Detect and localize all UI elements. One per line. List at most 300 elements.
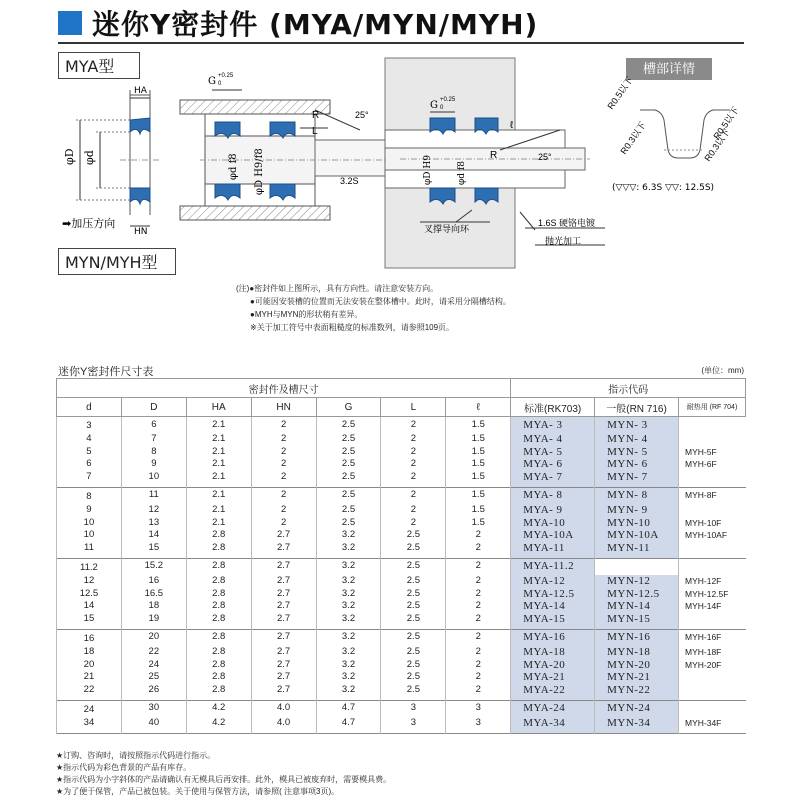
support-ring-label: 叉撑导向环 bbox=[424, 224, 470, 234]
table-cell: 11 bbox=[121, 487, 186, 503]
column-header: HN bbox=[251, 398, 316, 417]
table-cell: 1.5 bbox=[446, 433, 511, 446]
table-cell: 2 bbox=[446, 529, 511, 542]
table-cell: 3 bbox=[446, 717, 511, 733]
table-cell: MYA- 4 bbox=[511, 433, 595, 446]
table-cell: 3.2 bbox=[316, 613, 381, 629]
phi-d-f8-label: φd f8 bbox=[228, 153, 239, 180]
table-cell: 2 bbox=[251, 487, 316, 503]
table-cell: 6 bbox=[121, 417, 186, 433]
table-cell: 16 bbox=[121, 575, 186, 588]
table-cell: 2.1 bbox=[186, 417, 251, 433]
table-cell: MYA-14 bbox=[511, 600, 595, 613]
table-cell: 2.1 bbox=[186, 487, 251, 503]
table-cell: 2.5 bbox=[381, 529, 446, 542]
table-cell: MYA- 7 bbox=[511, 471, 595, 487]
table-cell: 2.5 bbox=[381, 684, 446, 700]
table-cell: 12.5 bbox=[57, 588, 122, 601]
table-cell: 3.2 bbox=[316, 671, 381, 684]
phi-d-label: φd bbox=[83, 150, 96, 165]
table-row bbox=[57, 558, 746, 574]
table-cell: MYN- 8 bbox=[595, 487, 679, 503]
table-row bbox=[57, 529, 746, 542]
ell-label: ℓ bbox=[510, 120, 514, 131]
table-cell: 3 bbox=[381, 700, 446, 716]
table-cell: 2 bbox=[446, 588, 511, 601]
table-cell bbox=[595, 558, 679, 574]
table-cell: MYH-5F bbox=[679, 446, 746, 459]
table-cell: MYN-24 bbox=[595, 700, 679, 716]
table-cell: 7 bbox=[57, 471, 122, 487]
myn-myh-type-label: MYN/MYH型 bbox=[58, 248, 176, 275]
code-group-header: 指示代码 bbox=[511, 379, 746, 398]
table-cell: 2.8 bbox=[186, 646, 251, 659]
table-cell bbox=[679, 671, 746, 684]
table-cell: MYN-14 bbox=[595, 600, 679, 613]
column-header: ℓ bbox=[446, 398, 511, 417]
table-cell: 2.7 bbox=[251, 613, 316, 629]
page-title: 迷你Y密封件 (MYA/MYN/MYH) bbox=[92, 8, 539, 41]
table-cell: 4.7 bbox=[316, 717, 381, 733]
table-cell: 2.8 bbox=[186, 575, 251, 588]
table-row bbox=[57, 504, 746, 517]
table-cell: 2.5 bbox=[316, 446, 381, 459]
table-cell: 2.5 bbox=[381, 542, 446, 558]
table-cell: 4.0 bbox=[251, 700, 316, 716]
table-cell: 2.7 bbox=[251, 588, 316, 601]
surface-finish-label: (▽▽▽: 6.3S ▽▽: 12.5S) bbox=[612, 183, 715, 193]
table-cell: MYH-6F bbox=[679, 458, 746, 471]
table-cell: 2 bbox=[251, 433, 316, 446]
column-header: 一般(RN 716) bbox=[595, 398, 679, 417]
table-cell: 2.5 bbox=[381, 558, 446, 574]
table-cell: 2 bbox=[381, 471, 446, 487]
table-cell: 2.5 bbox=[381, 613, 446, 629]
table-cell: 5 bbox=[57, 446, 122, 459]
r03-a-label: R0.3以下 bbox=[618, 120, 648, 157]
table-cell bbox=[679, 433, 746, 446]
table-cell: 20 bbox=[57, 659, 122, 672]
table-row bbox=[57, 517, 746, 530]
column-header: G bbox=[316, 398, 381, 417]
table-cell: 2.5 bbox=[316, 517, 381, 530]
table-cell: 2 bbox=[446, 542, 511, 558]
table-cell: 2.7 bbox=[251, 659, 316, 672]
mya-type-label: MYA型 bbox=[58, 52, 140, 79]
table-cell: 2.5 bbox=[381, 575, 446, 588]
table-cell: 34 bbox=[57, 717, 122, 733]
table-cell: 9 bbox=[57, 504, 122, 517]
table-cell: 3 bbox=[57, 417, 122, 433]
phi-d-f8-right-label: φd f8 bbox=[457, 161, 467, 185]
table-cell: 1.5 bbox=[446, 417, 511, 433]
table-cell: MYH-10F bbox=[679, 517, 746, 530]
table-cell: 4.7 bbox=[316, 700, 381, 716]
table-cell: 2 bbox=[446, 558, 511, 574]
table-cell: 2.8 bbox=[186, 613, 251, 629]
g-label-mid: G bbox=[208, 76, 216, 87]
table-cell: 15.2 bbox=[121, 558, 186, 574]
table-cell: MYN- 5 bbox=[595, 446, 679, 459]
table-cell: 9 bbox=[121, 458, 186, 471]
table-cell: 2.7 bbox=[251, 684, 316, 700]
table-cell: 2.1 bbox=[186, 433, 251, 446]
table-cell: MYA-10 bbox=[511, 517, 595, 530]
table-unit: (单位：mm) bbox=[701, 366, 744, 375]
table-cell: 2.5 bbox=[316, 458, 381, 471]
g-tol-zero-mid: 0 bbox=[218, 81, 222, 87]
table-cell: 2.7 bbox=[251, 529, 316, 542]
table-row bbox=[57, 588, 746, 601]
table-row bbox=[57, 433, 746, 446]
column-header: d bbox=[57, 398, 122, 417]
footer-line: ★指示代码为彩色背景的产品有库存。 bbox=[56, 763, 192, 772]
table-cell: 1.5 bbox=[446, 471, 511, 487]
table-cell: 4.0 bbox=[251, 717, 316, 733]
table-cell: MYA- 3 bbox=[511, 417, 595, 433]
table-cell: MYA-10A bbox=[511, 529, 595, 542]
angle-label-right: 25° bbox=[538, 152, 552, 162]
column-header: 标准(RK703) bbox=[511, 398, 595, 417]
groove-detail-label: 槽部详情 bbox=[626, 58, 712, 80]
table-cell: 16.5 bbox=[121, 588, 186, 601]
column-header: L bbox=[381, 398, 446, 417]
table-cell: MYH-16F bbox=[679, 629, 746, 645]
table-cell bbox=[679, 684, 746, 700]
table-cell: 2 bbox=[251, 504, 316, 517]
table-row bbox=[57, 458, 746, 471]
table-cell: 2.8 bbox=[186, 659, 251, 672]
table-cell: MYA- 5 bbox=[511, 446, 595, 459]
table-cell: 2.7 bbox=[251, 629, 316, 645]
ha-label: HA bbox=[134, 86, 147, 96]
table-cell: 2 bbox=[446, 575, 511, 588]
table-cell: 2 bbox=[251, 417, 316, 433]
table-cell: 10 bbox=[57, 517, 122, 530]
table-cell: MYH-18F bbox=[679, 646, 746, 659]
table-cell: MYA-20 bbox=[511, 659, 595, 672]
table-cell: MYH-12.5F bbox=[679, 588, 746, 601]
g-label-right: G bbox=[430, 100, 438, 111]
column-header: 耐热用 (RF 704) bbox=[679, 398, 746, 417]
table-cell: 2.8 bbox=[186, 529, 251, 542]
table-cell: 2.1 bbox=[186, 517, 251, 530]
table-cell: 3.2 bbox=[316, 659, 381, 672]
table-cell: 2 bbox=[251, 458, 316, 471]
table-cell: 2 bbox=[381, 458, 446, 471]
table-cell: 2.5 bbox=[381, 646, 446, 659]
table-cell: 2 bbox=[446, 684, 511, 700]
l-label-mid: L bbox=[312, 126, 318, 137]
table-cell: MYN- 7 bbox=[595, 471, 679, 487]
table-cell: 7 bbox=[121, 433, 186, 446]
table-cell: MYN-10 bbox=[595, 517, 679, 530]
dimension-table bbox=[56, 378, 746, 734]
angle-label-mid: 25° bbox=[355, 110, 369, 120]
table-row bbox=[57, 471, 746, 487]
table-cell: 10 bbox=[57, 529, 122, 542]
table-cell: MYN-15 bbox=[595, 613, 679, 629]
table-cell: 2.5 bbox=[381, 659, 446, 672]
hard-chrome-label: 1.6S 硬铬电镀 bbox=[538, 218, 596, 228]
table-cell: 4.2 bbox=[186, 717, 251, 733]
table-cell: 2.1 bbox=[186, 504, 251, 517]
table-cell: 30 bbox=[121, 700, 186, 716]
table-cell: 8 bbox=[57, 487, 122, 503]
footer-line: ★订购、咨询时，请按照指示代码进行指示。 bbox=[56, 751, 216, 760]
table-cell bbox=[679, 613, 746, 629]
table-cell: 2.7 bbox=[251, 646, 316, 659]
table-cell: 2 bbox=[381, 504, 446, 517]
table-cell: MYN- 4 bbox=[595, 433, 679, 446]
table-cell: 2.5 bbox=[381, 671, 446, 684]
table-cell: 2 bbox=[446, 659, 511, 672]
table-cell: 2.8 bbox=[186, 600, 251, 613]
table-cell: 40 bbox=[121, 717, 186, 733]
table-cell: 3 bbox=[446, 700, 511, 716]
table-cell: 2.5 bbox=[316, 471, 381, 487]
table-cell: 2 bbox=[446, 646, 511, 659]
table-cell: 2.5 bbox=[381, 600, 446, 613]
table-cell: 13 bbox=[121, 517, 186, 530]
table-cell: MYA-22 bbox=[511, 684, 595, 700]
table-cell: 24 bbox=[57, 700, 122, 716]
table-cell: MYN-20 bbox=[595, 659, 679, 672]
phi-D-label: φD bbox=[63, 148, 76, 165]
table-cell: MYN-22 bbox=[595, 684, 679, 700]
table-row bbox=[57, 629, 746, 645]
table-cell: MYA-21 bbox=[511, 671, 595, 684]
notes bbox=[236, 282, 511, 334]
table-cell: 2.5 bbox=[381, 629, 446, 645]
table-cell: 8 bbox=[121, 446, 186, 459]
table-cell: MYA-18 bbox=[511, 646, 595, 659]
table-cell: 2 bbox=[381, 517, 446, 530]
table-cell bbox=[679, 542, 746, 558]
table-row bbox=[57, 542, 746, 558]
r05-b-label: R0.5以下 bbox=[711, 105, 741, 142]
table-cell: 4.2 bbox=[186, 700, 251, 716]
table-cell: 22 bbox=[121, 646, 186, 659]
table-cell: 3.2 bbox=[316, 684, 381, 700]
table-cell: 18 bbox=[57, 646, 122, 659]
table-cell: 3.2 bbox=[316, 529, 381, 542]
polish-label: 抛光加工 bbox=[545, 236, 582, 246]
table-cell: 22 bbox=[57, 684, 122, 700]
table-cell: 25 bbox=[121, 671, 186, 684]
table-cell: MYN-16 bbox=[595, 629, 679, 645]
table-cell: MYA-24 bbox=[511, 700, 595, 716]
phi-D-H9-label: φD H9 bbox=[423, 155, 433, 185]
table-cell: 1.5 bbox=[446, 458, 511, 471]
table-row bbox=[57, 717, 746, 733]
table-row bbox=[57, 487, 746, 503]
table-cell: 2.8 bbox=[186, 542, 251, 558]
note-line: ※关于加工符号中表面粗糙度的标准数列，请参照109页。 bbox=[250, 323, 455, 332]
table-cell: MYN-12 bbox=[595, 575, 679, 588]
table-cell: 2 bbox=[446, 600, 511, 613]
table-cell: MYH-34F bbox=[679, 717, 746, 733]
table-row bbox=[57, 575, 746, 588]
table-cell: 2.5 bbox=[316, 433, 381, 446]
table-cell: 12 bbox=[57, 575, 122, 588]
table-cell: MYN-21 bbox=[595, 671, 679, 684]
table-cell: 2 bbox=[446, 671, 511, 684]
table-cell bbox=[679, 504, 746, 517]
table-cell: 2.7 bbox=[251, 575, 316, 588]
seal-drawing bbox=[0, 0, 800, 290]
table-cell: 2.8 bbox=[186, 671, 251, 684]
table-cell: 11.2 bbox=[57, 558, 122, 574]
table-cell: 1.5 bbox=[446, 504, 511, 517]
table-cell bbox=[679, 471, 746, 487]
table-cell: MYN- 6 bbox=[595, 458, 679, 471]
table-row bbox=[57, 600, 746, 613]
table-cell: 24 bbox=[121, 659, 186, 672]
note-line: (注)●密封件如上图所示，具有方向性。请注意安装方向。 bbox=[236, 284, 439, 293]
table-cell: 2.5 bbox=[316, 504, 381, 517]
table-cell: 2 bbox=[251, 471, 316, 487]
table-cell: MYA- 6 bbox=[511, 458, 595, 471]
r03-b-label: R0.3以下 bbox=[702, 127, 732, 164]
table-cell: 2.8 bbox=[186, 629, 251, 645]
table-cell: 2 bbox=[446, 629, 511, 645]
r05-a-label: R0.5以下 bbox=[605, 75, 635, 112]
table-cell: 2 bbox=[251, 446, 316, 459]
table-cell: MYA-16 bbox=[511, 629, 595, 645]
table-cell: MYH-8F bbox=[679, 487, 746, 503]
table-cell bbox=[679, 558, 746, 574]
g-tol-plus-right: +0.25 bbox=[440, 97, 456, 103]
g-tol-zero-right: 0 bbox=[440, 105, 444, 111]
note-line: ●可能因安装槽的位置而无法安装在整体槽中。此时，请采用分隔槽结构。 bbox=[250, 297, 511, 306]
table-cell: 10 bbox=[121, 471, 186, 487]
table-cell: 2.1 bbox=[186, 458, 251, 471]
table-cell: 2.7 bbox=[251, 558, 316, 574]
table-cell: 2.8 bbox=[186, 684, 251, 700]
table-cell: 4 bbox=[57, 433, 122, 446]
table-cell bbox=[679, 700, 746, 716]
table-cell: 14 bbox=[121, 529, 186, 542]
g-tol-plus-mid: +0.25 bbox=[218, 73, 234, 79]
r-label-mid: R bbox=[312, 110, 320, 121]
table-cell: 18 bbox=[121, 600, 186, 613]
table-cell: 1.5 bbox=[446, 487, 511, 503]
table-row bbox=[57, 613, 746, 629]
table-cell: 11 bbox=[57, 542, 122, 558]
table-title: 迷你Y密封件尺寸表 bbox=[58, 366, 154, 378]
dims-group-header: 密封件及槽尺寸 bbox=[57, 379, 511, 398]
table-cell: 2.8 bbox=[186, 558, 251, 574]
table-row bbox=[57, 671, 746, 684]
table-cell: 6 bbox=[57, 458, 122, 471]
table-cell: 26 bbox=[121, 684, 186, 700]
table-cell: 2.7 bbox=[251, 671, 316, 684]
table-cell: 1.5 bbox=[446, 517, 511, 530]
table-cell: MYN-34 bbox=[595, 717, 679, 733]
table-cell bbox=[679, 417, 746, 433]
footer-line: ★指示代码为小字斜体的产品请确认有无模具后再安排。此外，模具已被废弃时，需要模具费。 bbox=[56, 775, 392, 784]
table-cell: MYN-10A bbox=[595, 529, 679, 542]
s32-label: 3.2S bbox=[340, 176, 359, 186]
column-header: HA bbox=[186, 398, 251, 417]
table-cell: 2.5 bbox=[316, 417, 381, 433]
column-header: D bbox=[121, 398, 186, 417]
table-cell: 3.2 bbox=[316, 542, 381, 558]
table-cell: 3.2 bbox=[316, 558, 381, 574]
table-cell: MYA-12.5 bbox=[511, 588, 595, 601]
table-cell: 20 bbox=[121, 629, 186, 645]
table-cell: MYH-20F bbox=[679, 659, 746, 672]
table-cell: MYA-11.2 bbox=[511, 558, 595, 574]
table-cell: 2 bbox=[381, 487, 446, 503]
table-cell: 21 bbox=[57, 671, 122, 684]
table-row bbox=[57, 684, 746, 700]
hn-label: HN bbox=[134, 227, 148, 237]
table-cell: 14 bbox=[57, 600, 122, 613]
table-cell: MYA- 9 bbox=[511, 504, 595, 517]
table-cell: MYA-12 bbox=[511, 575, 595, 588]
table-row bbox=[57, 646, 746, 659]
table-cell: 3.2 bbox=[316, 629, 381, 645]
table-cell: 3 bbox=[381, 717, 446, 733]
phi-D-H9f8-label: φD H9/f8 bbox=[254, 148, 265, 195]
table-cell: 3.2 bbox=[316, 646, 381, 659]
table-cell: 2.5 bbox=[381, 588, 446, 601]
table-cell: MYN-18 bbox=[595, 646, 679, 659]
table-cell: 16 bbox=[57, 629, 122, 645]
table-cell: 3.2 bbox=[316, 575, 381, 588]
table-cell: 2.1 bbox=[186, 446, 251, 459]
table-cell: 1.5 bbox=[446, 446, 511, 459]
table-cell: 2 bbox=[251, 517, 316, 530]
table-cell: MYN- 3 bbox=[595, 417, 679, 433]
table-cell: MYH-10AF bbox=[679, 529, 746, 542]
table-cell: 19 bbox=[121, 613, 186, 629]
table-cell: 2.1 bbox=[186, 471, 251, 487]
table-cell: 2 bbox=[381, 433, 446, 446]
table-row bbox=[57, 700, 746, 716]
table-cell: MYN-12.5 bbox=[595, 588, 679, 601]
footer-notes bbox=[56, 750, 391, 798]
table-cell: 2 bbox=[381, 446, 446, 459]
table-cell: MYH-14F bbox=[679, 600, 746, 613]
table-cell: MYA-15 bbox=[511, 613, 595, 629]
table-cell: MYN- 9 bbox=[595, 504, 679, 517]
table-cell: 12 bbox=[121, 504, 186, 517]
table-cell: 2.7 bbox=[251, 542, 316, 558]
table-cell: 2 bbox=[381, 417, 446, 433]
table-cell: 2.8 bbox=[186, 588, 251, 601]
table-cell: MYA-34 bbox=[511, 717, 595, 733]
table-row bbox=[57, 446, 746, 459]
r-label-right: R bbox=[490, 150, 498, 161]
table-row bbox=[57, 417, 746, 433]
table-cell: 15 bbox=[121, 542, 186, 558]
footer-line: ★为了便于保管，产品已被包装。关于使用与保管方法，请参照( 注意事项3页)。 bbox=[56, 787, 340, 796]
table-cell: MYA- 8 bbox=[511, 487, 595, 503]
pressure-direction-label: ➡加压方向 bbox=[62, 217, 116, 230]
table-cell: 2 bbox=[446, 613, 511, 629]
table-cell: 15 bbox=[57, 613, 122, 629]
table-cell: 2.5 bbox=[316, 487, 381, 503]
note-line: ●MYH与MYN的形状稍有差异。 bbox=[250, 310, 363, 319]
table-cell: 3.2 bbox=[316, 588, 381, 601]
table-cell: MYN-11 bbox=[595, 542, 679, 558]
table-cell: 3.2 bbox=[316, 600, 381, 613]
table-cell: MYH-12F bbox=[679, 575, 746, 588]
table-cell: MYA-11 bbox=[511, 542, 595, 558]
